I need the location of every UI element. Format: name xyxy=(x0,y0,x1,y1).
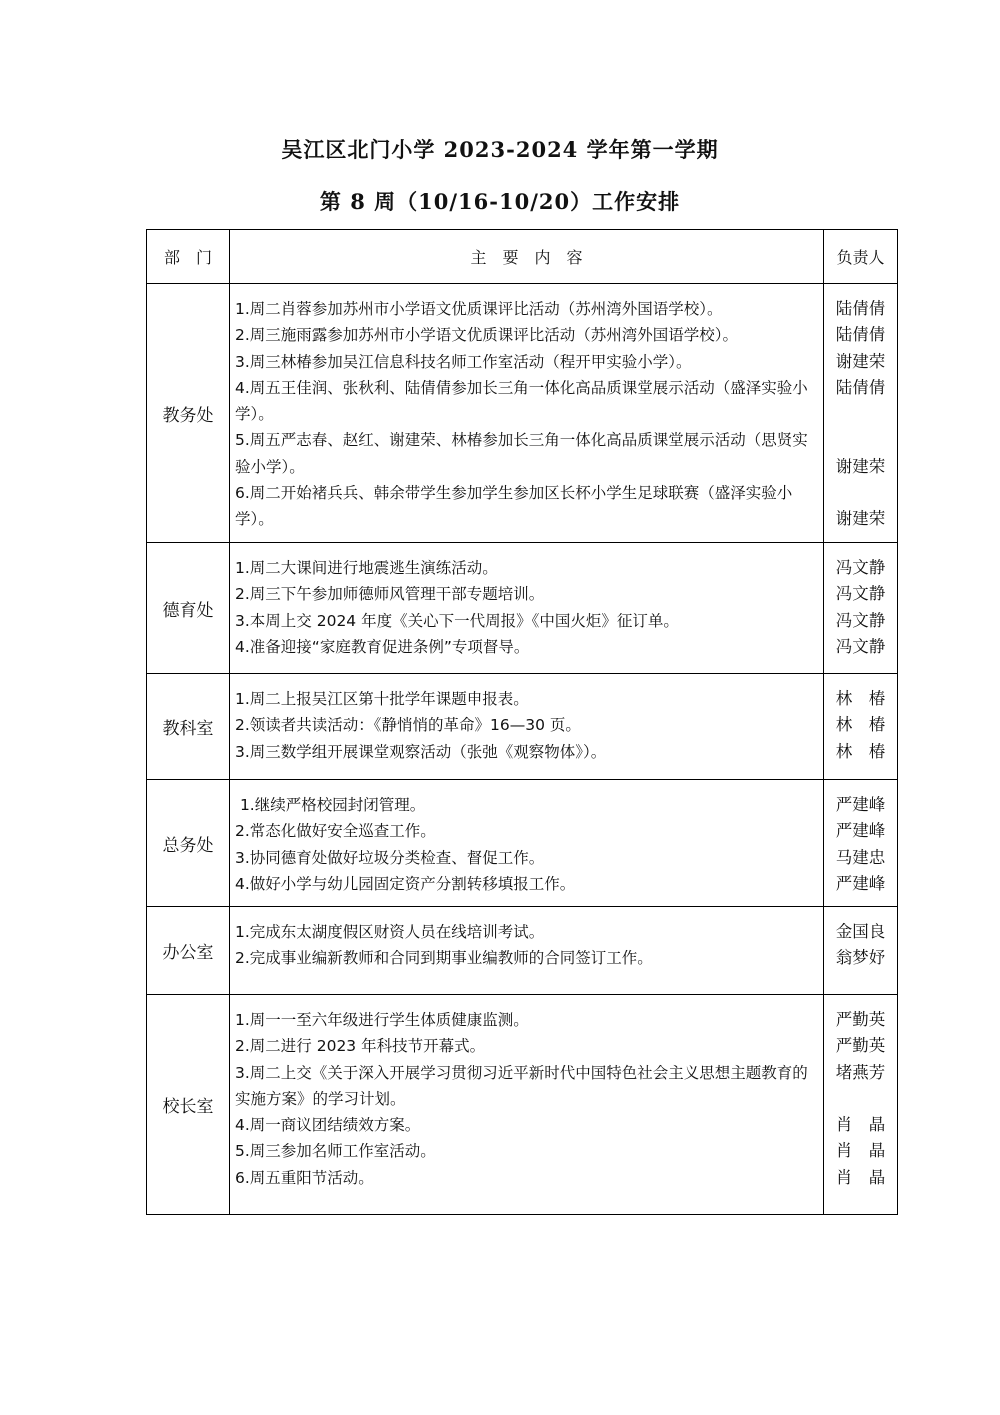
content-cell xyxy=(230,674,824,780)
task-item: 1.完成东太湖度假区财资人员在线培训考试。 xyxy=(235,923,545,941)
responsible-person xyxy=(824,401,897,427)
responsible-person: 堵燕芳 xyxy=(835,1062,886,1082)
task-item: 1.继续严格校园封闭管理。 xyxy=(235,796,426,814)
responsible-person: 林 椿 xyxy=(835,741,886,761)
task-item: 3.协同德育处做好垃圾分类检查、督促工作。 xyxy=(235,848,545,867)
task-item: 1.周二上报吴江区第十批学年课题申报表。 xyxy=(235,690,529,708)
responsible-person: 严勤英 xyxy=(835,1036,886,1056)
task-item: 3.本周上交 2024 年度《关心下一代周报》《中国火炬》征订单。 xyxy=(235,611,679,630)
task-item: 4.周一商议团结绩效方案。 xyxy=(235,1116,421,1135)
task-item: 2.完成事业编新教师和合同到期事业编教师的合同签订工作。 xyxy=(235,949,653,968)
task-item: 3.周二上交《关于深入开展学习贯彻习近平新时代中国特色社会主义思想主题教育的实施方案》的学习计划。 xyxy=(235,1063,808,1108)
responsible-person: 严建峰 xyxy=(835,873,886,893)
dept-name: 德育处 xyxy=(147,543,230,674)
task-item: 6.周二开始褚兵兵、韩余带学生参加学生参加区长杯小学生足球联赛（盛泽实验小学）。 xyxy=(235,484,793,529)
content-cell xyxy=(230,543,824,674)
task-item: 2.常态化做好安全巡查工作。 xyxy=(235,822,436,841)
responsible-person: 冯文静 xyxy=(835,558,886,577)
task-item: 1.周二大课间进行地震逃生演练活动。 xyxy=(235,559,498,577)
responsible-person: 严勤英 xyxy=(835,1010,886,1029)
task-item: 4.做好小学与幼儿园固定资产分割转移填报工作。 xyxy=(235,874,576,893)
dept-name: 教务处 xyxy=(147,284,230,543)
task-item: 4.周五王佳润、张秋利、陆倩倩参加长三角一体化高品质课堂展示活动（盛泽实验小学）。 xyxy=(235,378,808,424)
content-cell xyxy=(230,995,824,1215)
responsible-person: 林 椿 xyxy=(835,689,886,708)
responsible-person: 肖 晶 xyxy=(835,1115,886,1135)
dept-name: 总务处 xyxy=(147,780,230,907)
task-item: 3.周三林椿参加吴江信息科技名师工作室活动（程开甲实验小学）。 xyxy=(235,352,692,371)
responsible-person: 肖 晶 xyxy=(835,1167,886,1187)
header-row xyxy=(147,230,898,284)
responsible-person: 肖 晶 xyxy=(835,1141,886,1161)
task-item: 6.周五重阳节活动。 xyxy=(235,1168,374,1187)
header-content: 主 要 内 容 xyxy=(230,230,824,284)
responsible-person: 谢建荣 xyxy=(835,351,886,371)
task-item: 2.周二进行 2023 年科技节开幕式。 xyxy=(235,1037,486,1056)
responsible-person: 翁梦妤 xyxy=(835,948,886,968)
responsible-person: 林 椿 xyxy=(835,715,886,735)
resp-cell xyxy=(824,674,898,780)
responsible-person: 马建忠 xyxy=(835,847,886,867)
responsible-person: 陆倩倩 xyxy=(835,299,886,318)
responsible-person: 严建峰 xyxy=(835,795,886,814)
resp-cell xyxy=(824,995,898,1215)
responsible-person xyxy=(824,427,897,453)
resp-cell xyxy=(824,907,898,995)
dept-name: 教科室 xyxy=(147,674,230,780)
document-subtitle: 第 8 周（10/16-10/20）工作安排 xyxy=(319,189,681,214)
responsible-person: 谢建荣 xyxy=(835,456,886,476)
task-item: 2.周三施雨露参加苏州市小学语文优质课评比活动（苏州湾外国语学校）。 xyxy=(235,326,739,345)
responsible-person: 冯文静 xyxy=(835,636,886,656)
resp-cell xyxy=(824,284,898,543)
section-row xyxy=(147,674,898,780)
content-cell xyxy=(230,780,824,907)
section-row xyxy=(147,780,898,907)
task-item: 5.周五严志春、赵红、谢建荣、林椿参加长三角一体化高品质课堂展示活动（思贤实验小学）。 xyxy=(235,431,808,476)
responsible-person xyxy=(824,480,897,506)
section-row xyxy=(147,284,898,543)
task-item: 5.周三参加名师工作室活动。 xyxy=(235,1142,436,1161)
responsible-person: 冯文静 xyxy=(835,610,886,630)
responsible-person: 冯文静 xyxy=(835,584,886,604)
resp-cell xyxy=(824,780,898,907)
dept-name: 办公室 xyxy=(147,907,230,995)
task-item: 2.周三下午参加师德师风管理干部专题培训。 xyxy=(235,585,545,604)
content-cell xyxy=(230,907,824,995)
dept-name: 校长室 xyxy=(147,995,230,1215)
schedule-table xyxy=(146,229,898,1215)
header-resp: 负责人 xyxy=(824,230,898,284)
task-item: 1.周一一至六年级进行学生体质健康监测。 xyxy=(235,1011,529,1029)
responsible-person: 陆倩倩 xyxy=(835,377,886,397)
task-item: 4.准备迎接“家庭教育促进条例”专项督导。 xyxy=(235,637,530,656)
header-dept: 部 门 xyxy=(147,230,230,284)
responsible-person: 谢建荣 xyxy=(835,509,886,529)
responsible-person: 陆倩倩 xyxy=(835,325,886,345)
section-row xyxy=(147,907,898,995)
section-row xyxy=(147,543,898,674)
task-item: 2.领读者共读活动：《静悄悄的革命》16—30 页。 xyxy=(235,716,581,735)
responsible-person xyxy=(824,1086,897,1112)
resp-cell xyxy=(824,543,898,674)
responsible-person: 金国良 xyxy=(835,922,886,941)
section-row xyxy=(147,995,898,1215)
content-cell xyxy=(230,284,824,543)
document-title: 吴江区北门小学 2023-2024 学年第一学期 xyxy=(281,137,719,162)
responsible-person: 严建峰 xyxy=(835,821,886,841)
task-item: 3.周三数学组开展课堂观察活动（张弛《观察物体》）。 xyxy=(235,742,607,761)
task-item: 1.周二肖蓉参加苏州市小学语文优质课评比活动（苏州湾外国语学校）。 xyxy=(235,300,723,318)
